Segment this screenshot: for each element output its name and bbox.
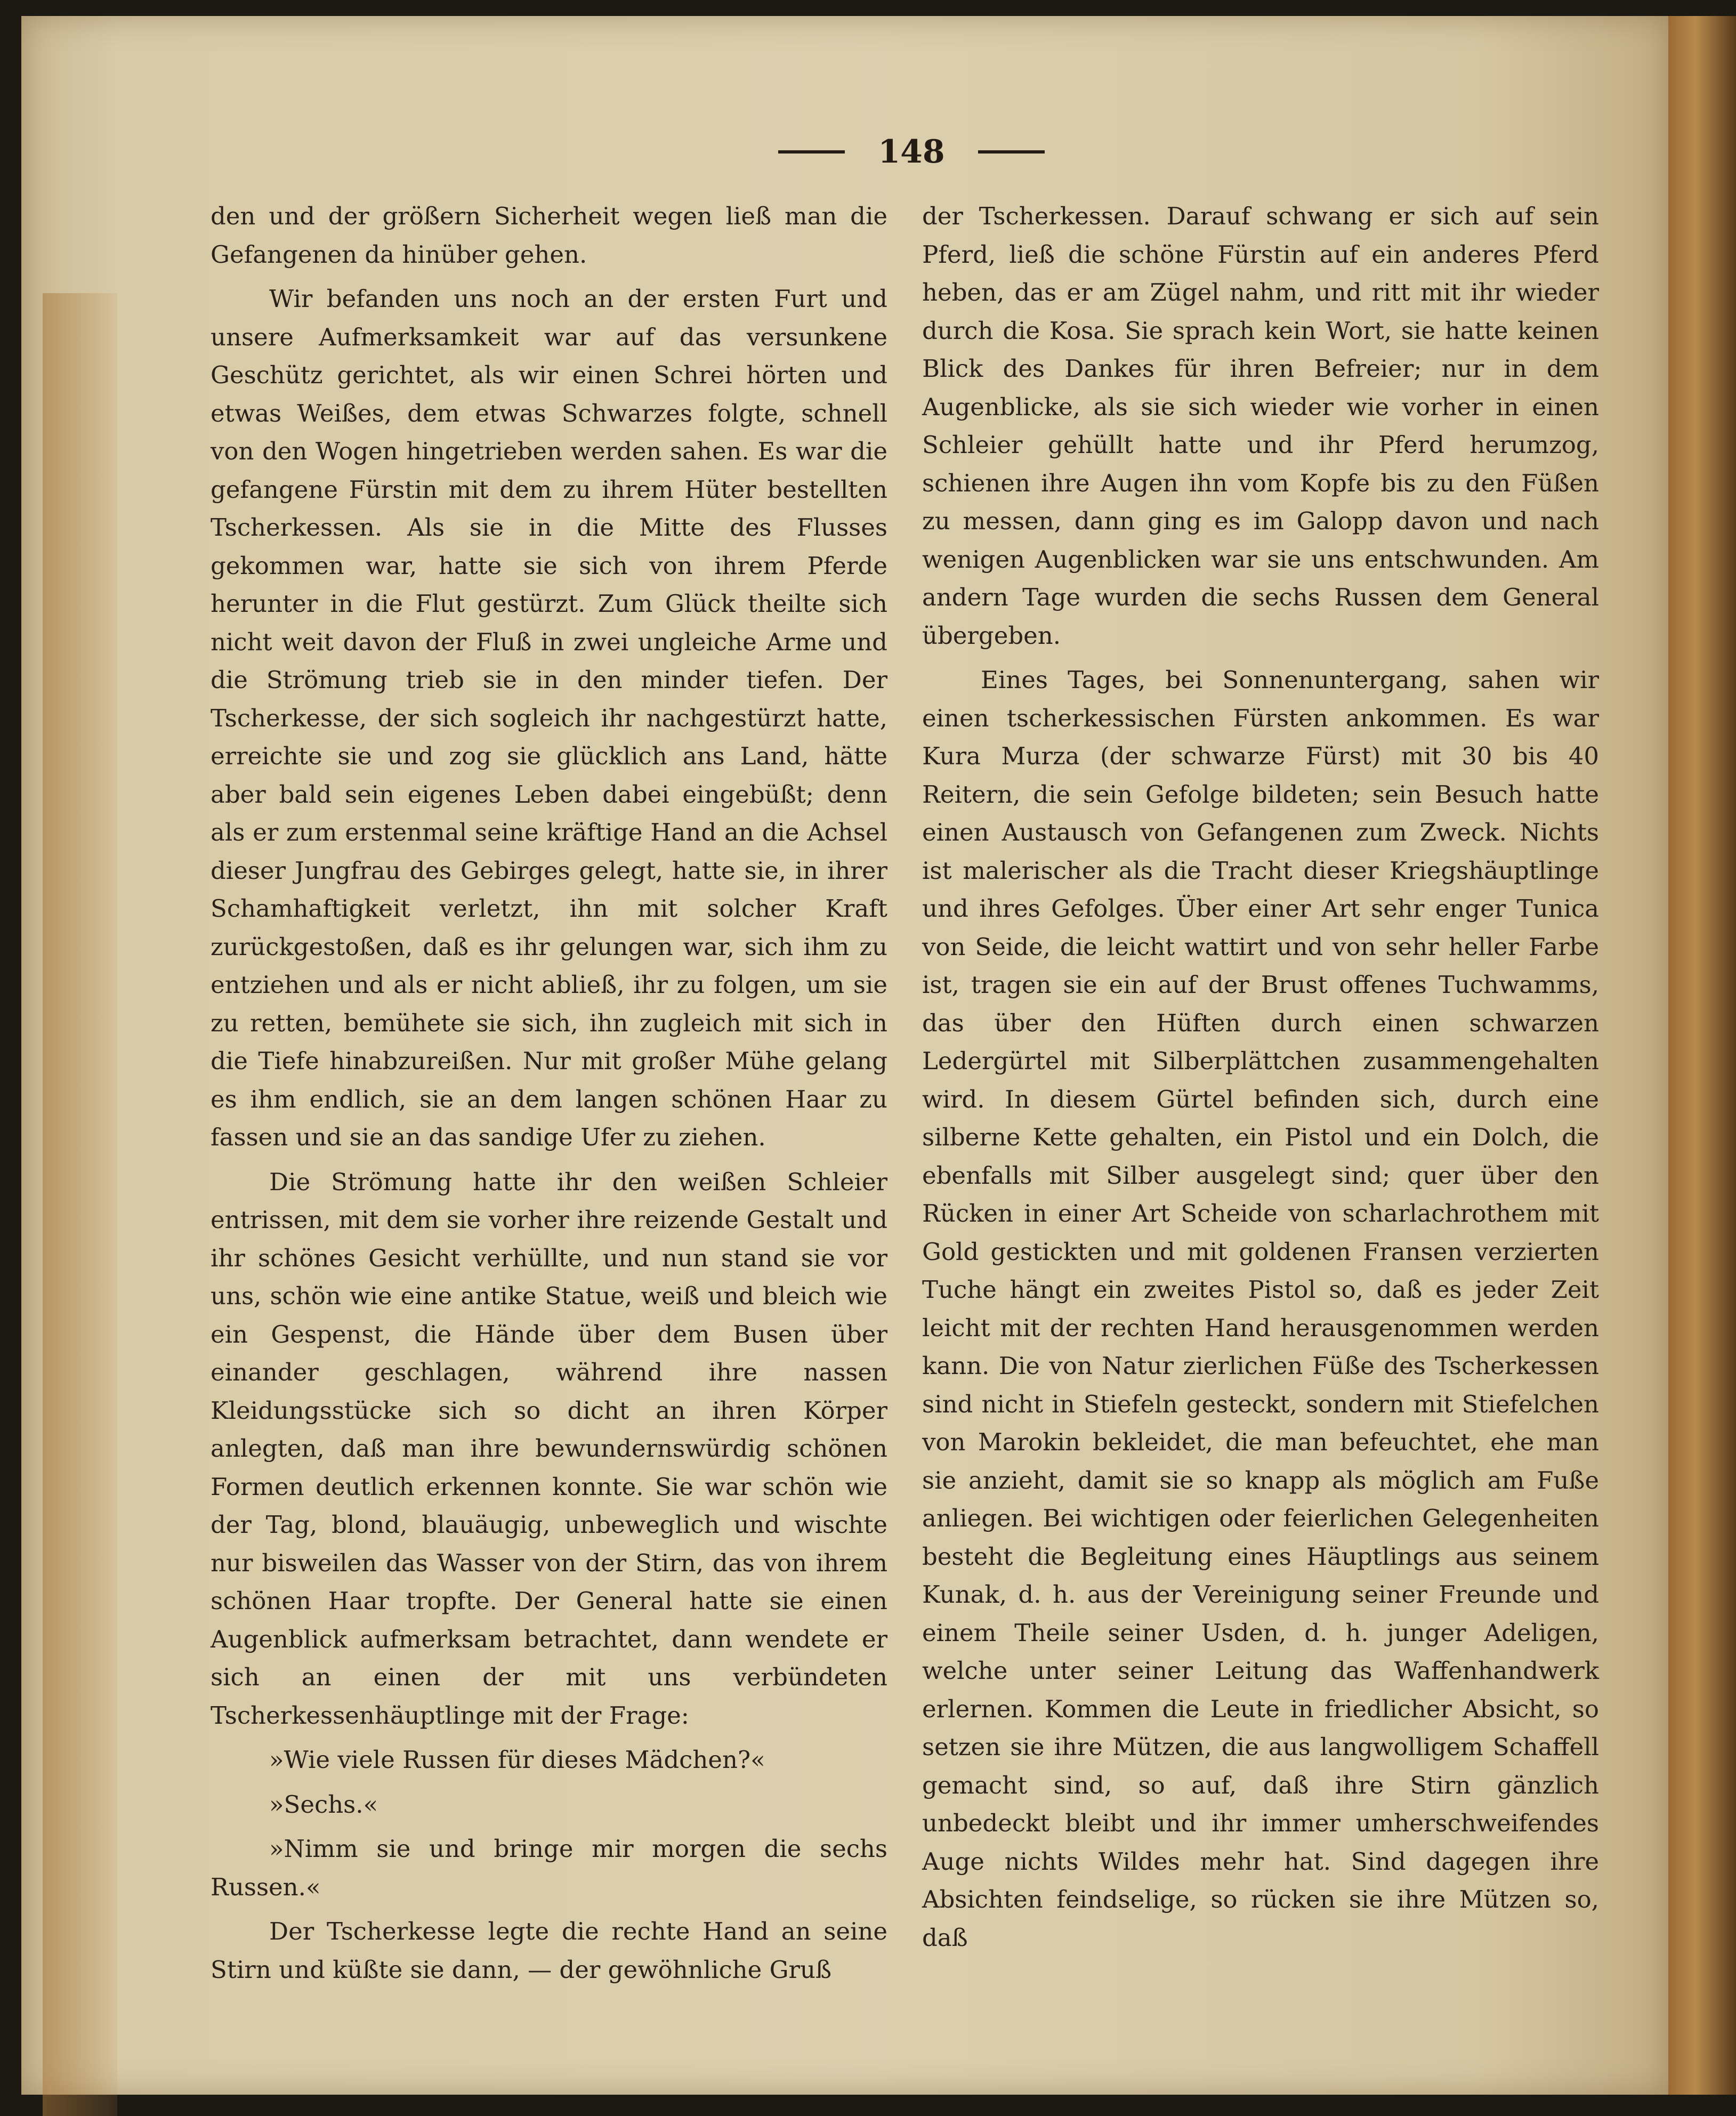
book-edge [1668,16,1736,2095]
paragraph: Wir befanden uns noch an der ersten Furt und unsere Aufmerksamkeit war auf das versunkene Geschütz gerichtet, als wir einen Schrei hörten und etwas Weißes, dem etwas Schwarzes folgte, schnell von den Wogen hingetrieben werden sahen. Es war die gefangene Fürstin mit dem zu ihrem Hüter bestellten Tscherkessen. Als sie in die Mitte des Flusses gekommen war, hatte sie sich von ihrem Pferde herunter in die Flut gestürzt. Zum Glück theilte sich nicht weit davon der Fluß in zwei ungleiche Arme und die Strömung trieb sie in den minder tiefen. Der Tscherkesse, der sich sogleich ihr nachgestürzt hatte, erreichte sie und zog sie glücklich ans Land, hätte aber bald sein eigenes Leben dabei eingebüßt; denn als er zum erstenmal seine kräftige Hand an die Achsel dieser Jungfrau des Gebirges gelegt, hatte sie, in ihrer Schamhaftigkeit verletzt, ihn mit solcher Kraft zurückgestoßen, daß es ihr gelungen war, sich ihm zu entziehen und als er nicht abließ, ihr zu folgen, um sie zu retten, bemühete sie sich, ihn zugleich mit sich in die Tiefe hinabzureißen. Nur mit großer Mühe gelang es ihm endlich, sie an dem langen schönen Haar zu fassen und sie an das sandige Ufer zu ziehen. [211,285,887,1151]
paragraph: »Sechs.« [269,1790,378,1819]
paragraph: Der Tscherkesse legte die rechte Hand an seine Stirn und küßte sie dann, — der gewöhnliche Gruß [211,1917,887,1984]
page-stain [43,293,117,2116]
paragraph: Eines Tages, bei Sonnenuntergang, sahen wir einen tscherkessischen Fürsten ankommen. Es war Kura Murza (der schwarze Fürst) mit 30 bis 40 Reitern, die sein Gefolge bildeten; sein Besuch hatte einen Austausch von Gefangenen zum Zweck. Nichts ist malerischer als die Tracht dieser Kriegshäuptlinge und ihres Gefolges. Über einer Art sehr enger Tunica von Seide, die leicht wattirt und von sehr heller Farbe ist, tragen sie ein auf der Brust offenes Tuchwamms, das über den Hüften durch einen schwarzen Ledergürtel mit Silberplättchen zusammengehalten wird. In diesem Gürtel befinden sich, durch eine silberne Kette gehalten, ein Pistol und ein Dolch, die ebenfalls mit Silber ausgelegt sind; quer über den Rücken in einer Art Scheide von scharlachrothem mit Gold gestickten und mit goldenen Fransen verzierten Tuche hängt ein zweites Pistol so, daß es jeder Zeit leicht mit der rechten Hand herausgenommen werden kann. Die von Natur zierlichen Füße des Tscherkessen sind nicht in Stiefeln gesteckt, sondern mit Stiefelchen von Marokin bekleidet, die man befeuchtet, ehe man sie anzieht, damit sie so knapp als möglich am Fuße anliegen. Bei wichtigen oder feierlichen Gelegenheiten besteht die Begleitung eines Häuptlings aus seinem Kunak, d. h. aus der Vereinigung seiner Freunde und einem Theile seiner Usden, d. h. junger Adeligen, welche unter seiner Leitung das Waffenhandwerk erlernen. Kommen die Leute in friedlicher Absicht, so setzen sie ihre Mützen, die aus langwolligem Schaffell gemacht sind, so auf, daß ihre Stirn gänzlich unbedeckt bleibt und ihr immer umherschweifendes Auge nichts Wildes mehr hat. Sind dagegen ihre Absichten feindselige, so rücken sie ihre Mützen so, daß [922,666,1599,1952]
paragraph: der Tscherkessen. Darauf schwang er sich auf sein Pferd, ließ die schöne Fürstin auf ein anderes Pferd heben, das er am Zügel nahm, und ritt mit ihr wieder durch die Kosa. Sie sprach kein Wort, sie hatte keinen Blick des Dankes für ihren Befreier; nur in dem Augenblicke, als sie sich wieder wie vorher in einen Schleier gehüllt hatte und ihr Pferd herumzog, schienen ihre Augen ihn vom Kopfe bis zu den Füßen zu messen, dann ging es im Galopp davon und nach wenigen Augenblicken war sie uns entschwunden. Am andern Tage wurden die sechs Russen dem General übergeben. [922,202,1599,650]
right-column [922,197,1599,1957]
paragraph: »Nimm sie und bringe mir morgen die sechs Russen.« [211,1835,887,1901]
page-number: 148 [878,133,945,171]
paragraph: Die Strömung hatte ihr den weißen Schleier entrissen, mit dem sie vorher ihre reizende Gestalt und ihr schönes Gesicht verhüllte, und nun stand sie vor uns, schön wie eine antike Statue, weiß und bleich wie ein Gespenst, die Hände über dem Busen über einander geschlagen, während ihre nassen Kleidungsstücke sich so dicht an ihren Körper anlegten, daß man ihre bewundernswürdig schönen Formen deutlich erkennen konnte. Sie war schön wie der Tag, blond, blauäugig, unbeweglich und wischte nur bisweilen das Wasser von der Stirn, das von ihrem schönen Haar tropfte. Der General hatte sie einen Augenblick aufmerksam betrachtet, dann wendete er sich an einen der mit uns verbündeten Tscherkessenhäuptlinge mit der Frage: [211,1167,887,1730]
paragraph: den und der größern Sicherheit wegen ließ man die Gefangenen da hinüber gehen. [211,202,887,269]
header-rule-left [778,150,845,154]
page-header [778,131,1045,173]
paragraph: »Wie viele Russen für dieses Mädchen?« [269,1746,765,1774]
left-column [211,197,887,1989]
header-rule-right [978,150,1045,154]
